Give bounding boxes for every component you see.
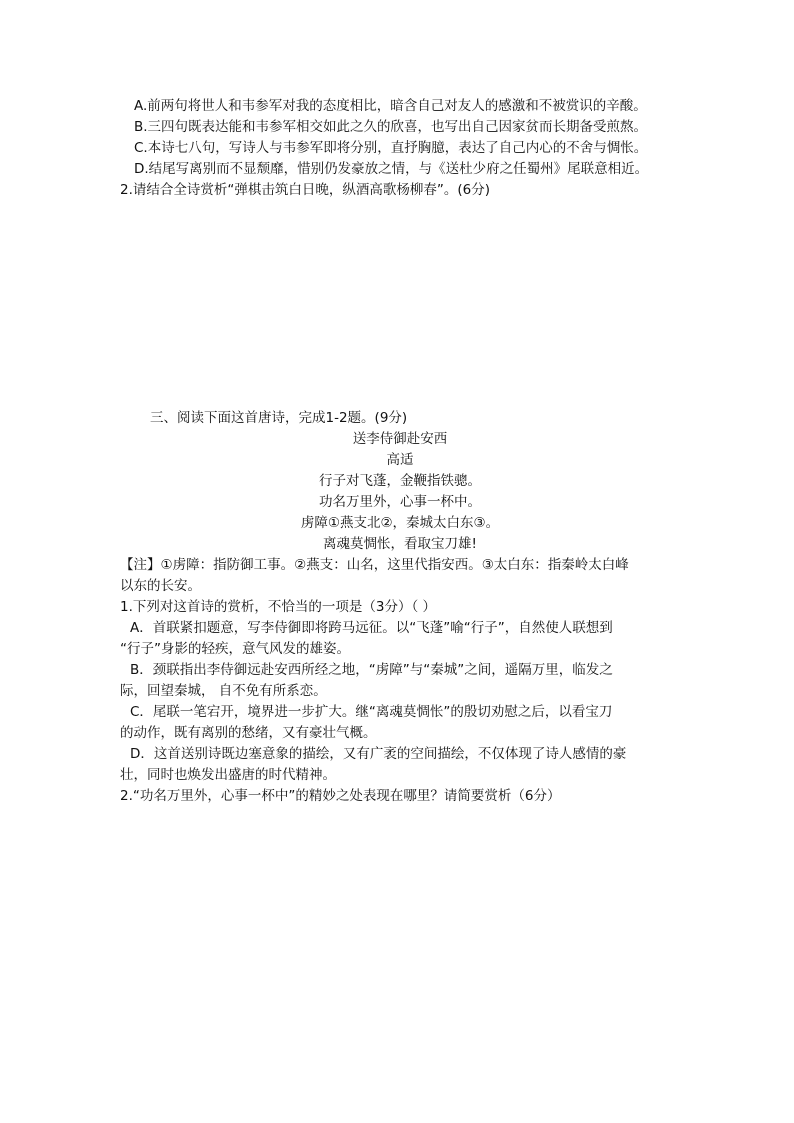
- poem-line: 行子对飞蓬，金鞭指铁骢。: [319, 473, 481, 489]
- section-heading: 三、阅读下面这首唐诗，完成1-2题。(9分): [150, 410, 408, 426]
- question-1: 1.下列对这首诗的赏析，不恰当的一项是（3分）（ ）: [120, 599, 437, 615]
- q1-option-d: D．这首送别诗既边塞意象的描绘，又有广袤的空间描绘，不仅体现了诗人感情的豪: [130, 746, 627, 762]
- part3-block: [120, 408, 680, 807]
- option-a: A.前两句将世人和韦参军对我的态度相比，暗含自己对友人的感激和不被赏识的辛酸。: [134, 98, 647, 114]
- annotation-note: 【注】①虏障：指防御工事。②燕支：山名，这里代指安西。③太白东：指秦岭太白峰: [120, 557, 629, 573]
- option-b: B.三四句既表达能和韦参军相交如此之久的欣喜，也写出自己因家贫而长期备受煎熬。: [134, 119, 648, 135]
- q1-option-b: B．颈联指出李侍御远赴安西所经之地，“虏障”与“秦城”之间，遥隔万里，临发之: [130, 662, 613, 678]
- part1-block: [120, 96, 680, 201]
- poem-line: 虏障①燕支北②，秦城太白东③。: [300, 515, 500, 531]
- poem-author: 高适: [386, 452, 414, 468]
- annotation-note: 以东的长安。: [120, 578, 201, 594]
- q1-option-a-cont: “行子”身影的轻疾，意气风发的雄姿。: [120, 641, 350, 657]
- option-d: D.结尾写离别而不显颓靡，惜别仍发豪放之情，与《送杜少府之任蜀州》尾联意相近。: [134, 161, 649, 177]
- q1-option-b-cont: 际，回望秦城， 自不免有所系恋。: [120, 683, 327, 699]
- option-c: C.本诗七八句，写诗人与韦参军即将分别，直抒胸臆，表达了自己内心的不舍与惆怅。: [134, 140, 648, 156]
- poem-title: 送李侍御赴安西: [352, 431, 448, 447]
- q1-option-d-cont: 壮，同时也焕发出盛唐的时代精神。: [120, 767, 336, 783]
- q1-option-c: C．尾联一笔宕开，境界进一步扩大。继“离魂莫惆怅”的殷切劝慰之后，以看宝刀: [130, 704, 613, 720]
- poem-line: 功名万里外，心事一杯中。: [319, 494, 481, 510]
- question-2: 2.“功名万里外，心事一杯中”的精妙之处表现在哪里？请简要赏析（6分）: [120, 788, 561, 804]
- poem-line: 离魂莫惆怅，看取宝刀雄!: [323, 536, 477, 552]
- q1-option-c-cont: 的动作，既有离别的愁绪，又有豪壮气概。: [120, 725, 377, 741]
- q1-option-a: A．首联紧扣题意，写李侍御即将跨马远征。以“飞蓬”喻“行子”，自然使人联想到: [130, 620, 613, 636]
- question-2-part1: 2.请结合全诗赏析“弹棋击筑白日晚，纵酒高歌杨柳春”。(6分): [120, 182, 490, 198]
